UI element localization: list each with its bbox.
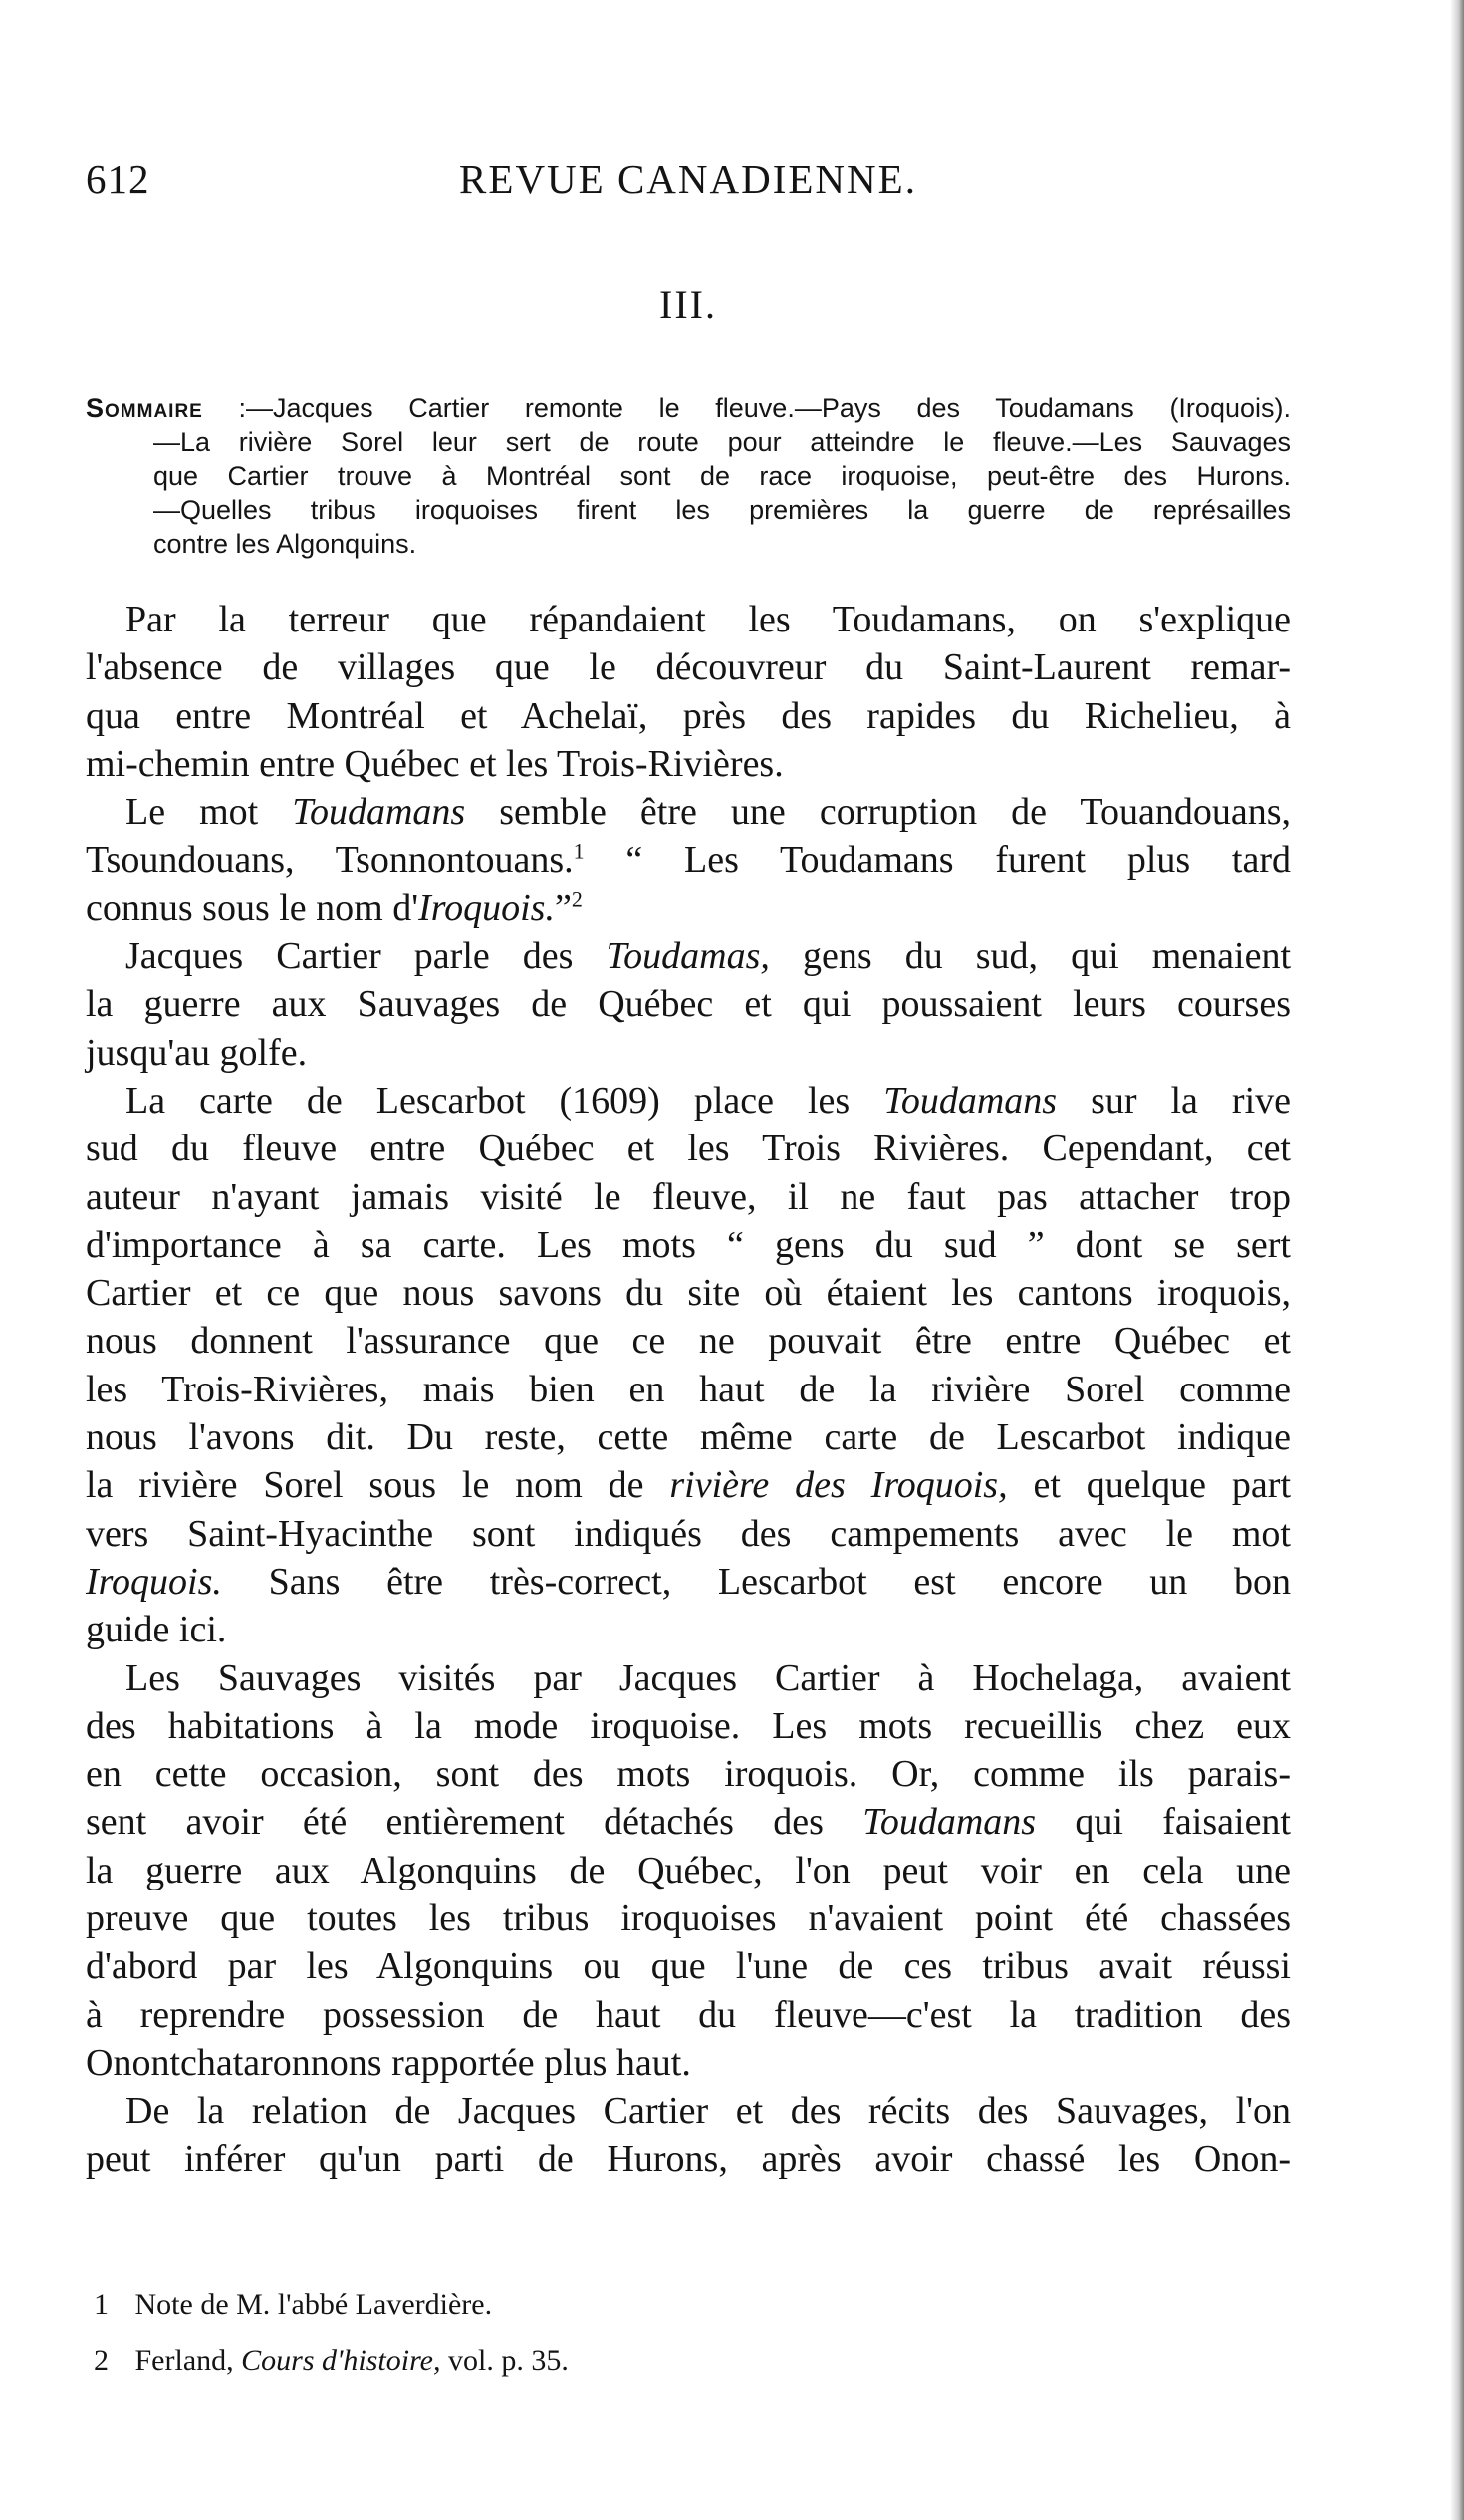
italic-term: Iroquois. (86, 1560, 222, 1603)
text-line: jusqu'au golfe. (86, 1031, 308, 1074)
text-line: La carte de Lescarbot (1609) place les Toudamans sur la rive (125, 1079, 1291, 1122)
paragraph (86, 2087, 1291, 2183)
text-line: peut inférer qu'un parti de Hurons, après avoir chassé les Onon- (86, 2138, 1291, 2180)
running-head (86, 149, 1291, 209)
text-line: la rivière Sorel sous le nom de rivière des Iroquois, et quelque part (86, 1464, 1292, 1507)
text-line: Onontchataronnons rapportée plus haut. (86, 2041, 691, 2084)
text-line: d'abord par les Algonquins ou que l'une de ces tribus avait réussi (86, 1945, 1291, 1988)
paragraph (86, 1654, 1291, 2088)
scan-edge-shadow (1450, 0, 1464, 2520)
text-line: Les Sauvages visités par Jacques Cartier à Hochelaga, avaient (125, 1656, 1291, 1699)
italic-term: Toudamas, (606, 935, 770, 978)
journal-title: REVUE CANADIENNE. (459, 156, 917, 202)
italic-term: Toudamans (883, 1079, 1058, 1122)
summary-line: Sommaire :—Jacques Cartier remonte le fleuve.—Pays des Toudamans (Iroquois). (86, 393, 1291, 423)
text-line: Cartier et ce que nous savons du site où étaient les cantons iroquois, (86, 1272, 1291, 1315)
text-line: De la relation de Jacques Cartier et des récits des Sauvages, l'on (125, 2090, 1291, 2133)
text-line: Par la terreur que répandaient les Toudamans, on s'explique (125, 599, 1291, 640)
text-line: mi-chemin entre Québec et les Trois-Rivières. (86, 742, 784, 785)
footnote-ref: 2 (571, 886, 583, 912)
footnotes (94, 2277, 1289, 2389)
italic-title: Cours d'histoire, (241, 2344, 441, 2377)
text-line: auteur n'ayant jamais visité le fleuve, il ne faut pas attacher trop (86, 1175, 1291, 1218)
text-line: la guerre aux Sauvages de Québec et qui poussaient leurs courses (86, 983, 1291, 1026)
text-line: Le mot Toudamans semble être une corruption de Touandouans, (125, 791, 1291, 834)
italic-term: Toudamans (292, 791, 466, 834)
text-line: la guerre aux Algonquins de Québec, l'on peut voir en cela une (86, 1849, 1291, 1891)
summary-line: —Quelles tribus iroquoises firent les premières la guerre de représailles (153, 495, 1291, 525)
footnote: 2 Ferland, Cours d'histoire, vol. p. 35. (94, 2333, 1289, 2389)
body-text (86, 596, 1291, 2183)
text-line: qua entre Montréal et Achelaï, près des rapides du Richelieu, à (86, 694, 1291, 737)
footnote-number: 1 (94, 2288, 109, 2321)
book-page (86, 0, 1291, 2520)
text-line: sent avoir été entièrement détachés des Toudamans qui faisaient (86, 1801, 1291, 1844)
text-line: Iroquois. Sans être très-correct, Lescarbot est encore un bon (86, 1560, 1291, 1603)
paragraph (86, 932, 1291, 1077)
summary-line: que Cartier trouve à Montréal sont de race iroquoise, peut-être des Hurons. (153, 461, 1291, 491)
italic-term: Iroquois. (418, 886, 555, 929)
italic-term: Toudamans (862, 1801, 1037, 1844)
text-line: d'importance à sa carte. Les mots “ gens du sud ” dont se sert (86, 1223, 1291, 1266)
text-line: Jacques Cartier parle des Toudamas, gens du sud, qui menaient (125, 935, 1291, 978)
footnote-ref: 1 (573, 838, 585, 864)
text-line: nous donnent l'assurance que ce ne pouvait être entre Québec et (86, 1320, 1291, 1363)
text-line: connus sous le nom d'Iroquois.”$^2$ (86, 886, 583, 929)
text-line: Tsoundouans, Tsonnontouans.$^1$ “ Les Toudamans furent plus tard (86, 838, 1292, 882)
paragraph (86, 1077, 1291, 1654)
text-line: preuve que toutes les tribus iroquoises n'avaient point été chassées (86, 1897, 1291, 1940)
italic-term: rivière des Iroquois, (669, 1464, 1008, 1507)
footnote-text: Note de M. l'abbé Laverdière. (134, 2288, 493, 2321)
footnote-number: 2 (94, 2344, 109, 2377)
summary-line: —La rivière Sorel leur sert de route pour atteindre le fleuve.—Les Sauvages (153, 427, 1291, 457)
page-number: 612 (86, 156, 150, 202)
paragraph (86, 596, 1291, 788)
text-line: sud du fleuve entre Québec et les Trois Rivières. Cependant, cet (86, 1128, 1291, 1170)
summary-line: contre les Algonquins. (153, 529, 417, 559)
summary-label: Sommaire (86, 393, 203, 423)
text-line: nous l'avons dit. Du reste, cette même carte de Lescarbot indique (86, 1416, 1291, 1459)
text-line: en cette occasion, sont des mots iroquois. Or, comme ils parais- (86, 1753, 1291, 1796)
text-line: l'absence de villages que le découvreur du Saint-Laurent remar- (86, 646, 1291, 689)
text-line: guide ici. (86, 1609, 227, 1651)
text-line: à reprendre possession de haut du fleuve—c'est la tradition des (86, 1993, 1291, 2036)
paragraph (86, 788, 1291, 932)
chapter-summary (86, 391, 1291, 561)
footnote (94, 2277, 1289, 2333)
text-line: vers Saint-Hyacinthe sont indiqués des campements avec le mot (86, 1512, 1291, 1555)
section-number: III. (659, 282, 717, 327)
text-line: des habitations à la mode iroquoise. Les mots recueillis chez eux (86, 1704, 1291, 1747)
text-line: les Trois-Rivières, mais bien en haut de la rivière Sorel comme (86, 1368, 1291, 1410)
